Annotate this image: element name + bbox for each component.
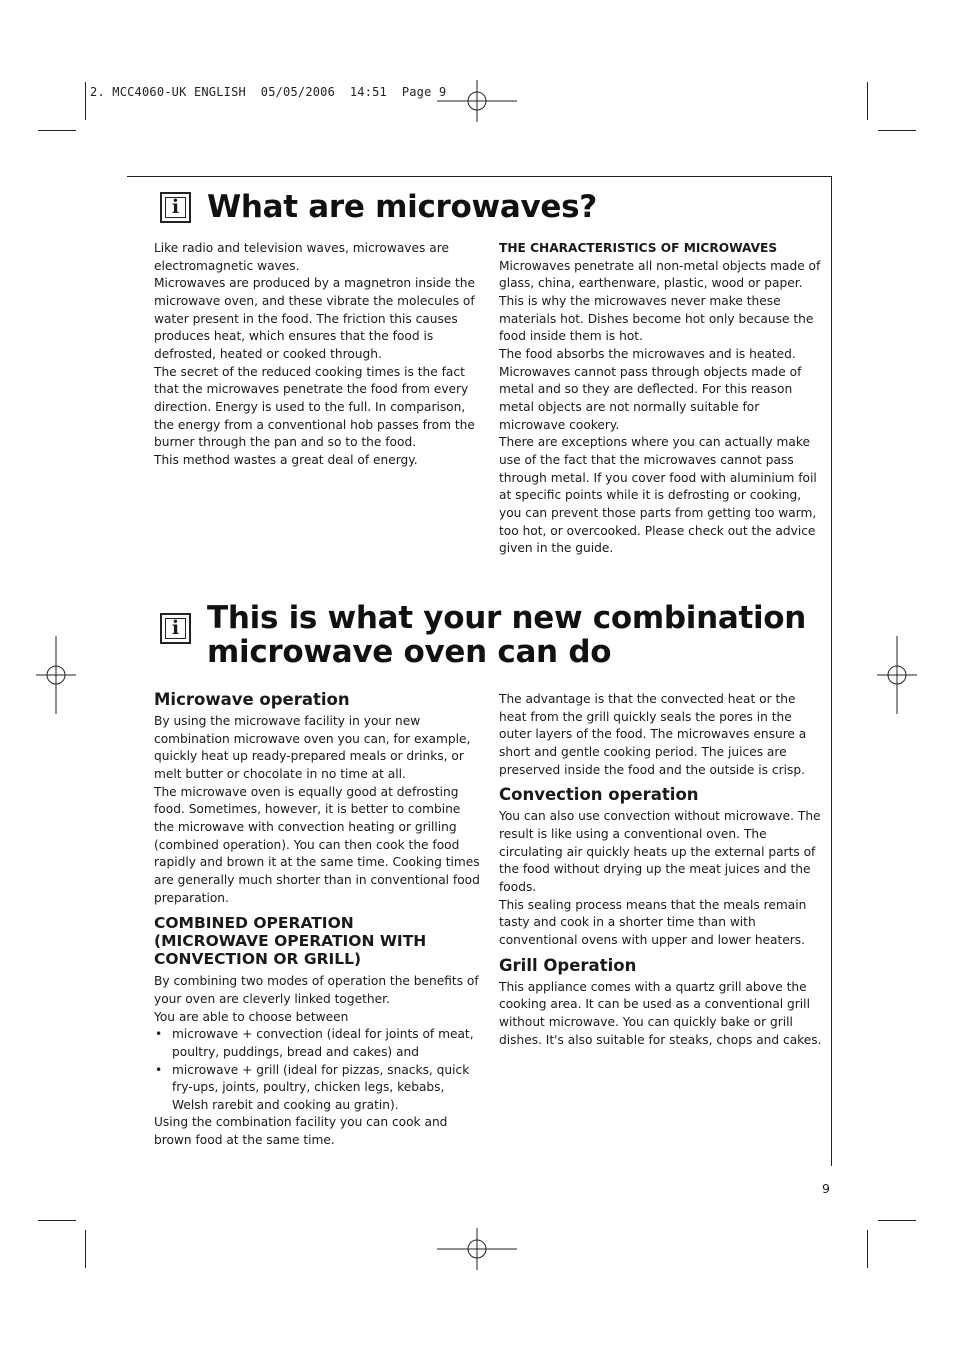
list-item: • microwave + grill (ideal for pizzas, snacks, quick fry-ups, joints, poultry, chicken legs, kebabs, Welsh rarebit and cooking au gratin). bbox=[154, 1062, 484, 1115]
section-title-line: This is what your new combination bbox=[207, 600, 807, 636]
paragraph: The advantage is that the convected heat or the heat from the grill quickly seals the pores in the outer layers of the food. The microwaves ensure a short and gentle cooking period. The juices are preserved inside the food and the outside is crisp. bbox=[499, 692, 807, 777]
section2-left-column bbox=[154, 690, 484, 1150]
crop-mark bbox=[867, 82, 868, 120]
paragraph: This sealing process means that the meals remain tasty and cook in a shorter time than with conventional ovens with upper and lower heaters. bbox=[499, 897, 807, 947]
registration-mark-left bbox=[36, 636, 76, 714]
paragraph: The microwave oven is equally good at defrosting food. Sometimes, however, it is better to combine the microwave with convection heating or grilling (combined operation). You can then cook the food rapidly and brown it at the same time. Cooking times are generally much shorter than in conventional food preparation. bbox=[154, 784, 480, 905]
paragraph: There are exceptions where you can actually make use of the fact that the microwaves cannot pass through metal. If you cover food with aluminium foil at specific points while it is defrosting or cooking, you can prevent those parts from getting too warm, too hot, or overcooked. Please check out the advice given in the guide. bbox=[499, 435, 817, 556]
paragraph: The food absorbs the microwaves and is heated. bbox=[499, 346, 796, 361]
frame-rule-right bbox=[831, 176, 832, 1166]
crop-mark bbox=[867, 1230, 868, 1268]
crop-mark bbox=[85, 82, 86, 120]
subheading-line: CONVECTION OR GRILL) bbox=[154, 950, 362, 969]
list-item: • microwave + convection (ideal for joints of meat, poultry, puddings, bread and cakes) and bbox=[154, 1026, 484, 1061]
crop-mark bbox=[85, 1230, 86, 1268]
section-title bbox=[207, 601, 806, 669]
info-icon: i bbox=[160, 613, 191, 644]
paragraph: By using the microwave facility in your new combination microwave oven you can, for example, quickly heat up ready-prepared meals or drinks, or melt butter or chocolate in no time at all. bbox=[154, 714, 471, 781]
paragraph: The secret of the reduced cooking times is the fact that the microwaves penetrate the food from every direction. Energy is used to the full. In comparison, the energy from a conventional hob passes from the burner through the pan and so to the food. bbox=[154, 364, 475, 450]
subheading: THE CHARACTERISTICS OF MICROWAVES bbox=[499, 241, 778, 255]
registration-mark-bottom bbox=[437, 1228, 517, 1270]
subheading-line: COMBINED OPERATION bbox=[154, 914, 354, 933]
section2-heading bbox=[160, 601, 806, 669]
crop-mark bbox=[878, 1220, 916, 1221]
section2-right-column bbox=[499, 691, 825, 1049]
registration-mark-top bbox=[437, 80, 517, 122]
subheading: Grill Operation bbox=[499, 955, 637, 975]
page-number: 9 bbox=[822, 1181, 830, 1196]
section1-right-column bbox=[499, 240, 825, 558]
subheading: Microwave operation bbox=[154, 690, 350, 709]
section1-left-column bbox=[154, 240, 484, 470]
paragraph: By combining two modes of operation the benefits of your oven are cleverly linked together. bbox=[154, 974, 479, 1006]
subheading-line: (MICROWAVE OPERATION WITH bbox=[154, 932, 427, 951]
info-icon: i bbox=[160, 192, 191, 223]
subheading bbox=[154, 914, 484, 968]
registration-mark-right bbox=[877, 636, 917, 714]
crop-mark bbox=[878, 130, 916, 131]
section-title-line: microwave oven can do bbox=[207, 634, 612, 670]
crop-mark bbox=[38, 1220, 76, 1221]
frame-rule-top bbox=[127, 176, 832, 177]
paragraph: Like radio and television waves, microwaves are electromagnetic waves. bbox=[154, 241, 449, 273]
bullet-list bbox=[154, 1026, 484, 1114]
paragraph: Microwaves penetrate all non-metal objects made of glass, china, earthenware, plastic, wood or paper. This is why the microwaves never make these materials hot. Dishes become hot only because the food inside them is hot. bbox=[499, 258, 821, 344]
paragraph: Using the combination facility you can cook and brown food at the same time. bbox=[154, 1115, 448, 1148]
paragraph: Microwaves cannot pass through objects made of metal and so they are deflected. For this reason metal objects are not normally suitable for microwave cookery. bbox=[499, 364, 802, 432]
crop-mark bbox=[38, 130, 76, 131]
page-title: What are microwaves? bbox=[207, 189, 597, 225]
print-slug: 2. MCC4060-UK ENGLISH 05/05/2006 14:51 Page 9 bbox=[90, 85, 447, 99]
paragraph: Microwaves are produced by a magnetron inside the microwave oven, and these vibrate the molecules of water present in the food. The friction this causes produces heat, which ensures that the food is defrosted, heated or cooked through. bbox=[154, 276, 475, 361]
paragraph: You are able to choose between bbox=[154, 1009, 349, 1024]
paragraph: You can also use convection without microwave. The result is like using a conventional oven. The circulating air quickly heats up the external parts of the food without drying up the meat juices and the foods. bbox=[499, 809, 821, 894]
paragraph: This method wastes a great deal of energy. bbox=[154, 452, 418, 467]
paragraph: This appliance comes with a quartz grill above the cooking area. It can be used as a conventional grill without microwave. You can quickly bake or grill dishes. It's also suitable for steaks, chops and cakes. bbox=[499, 979, 822, 1047]
section1-heading bbox=[160, 190, 597, 224]
subheading: Convection operation bbox=[499, 785, 699, 805]
